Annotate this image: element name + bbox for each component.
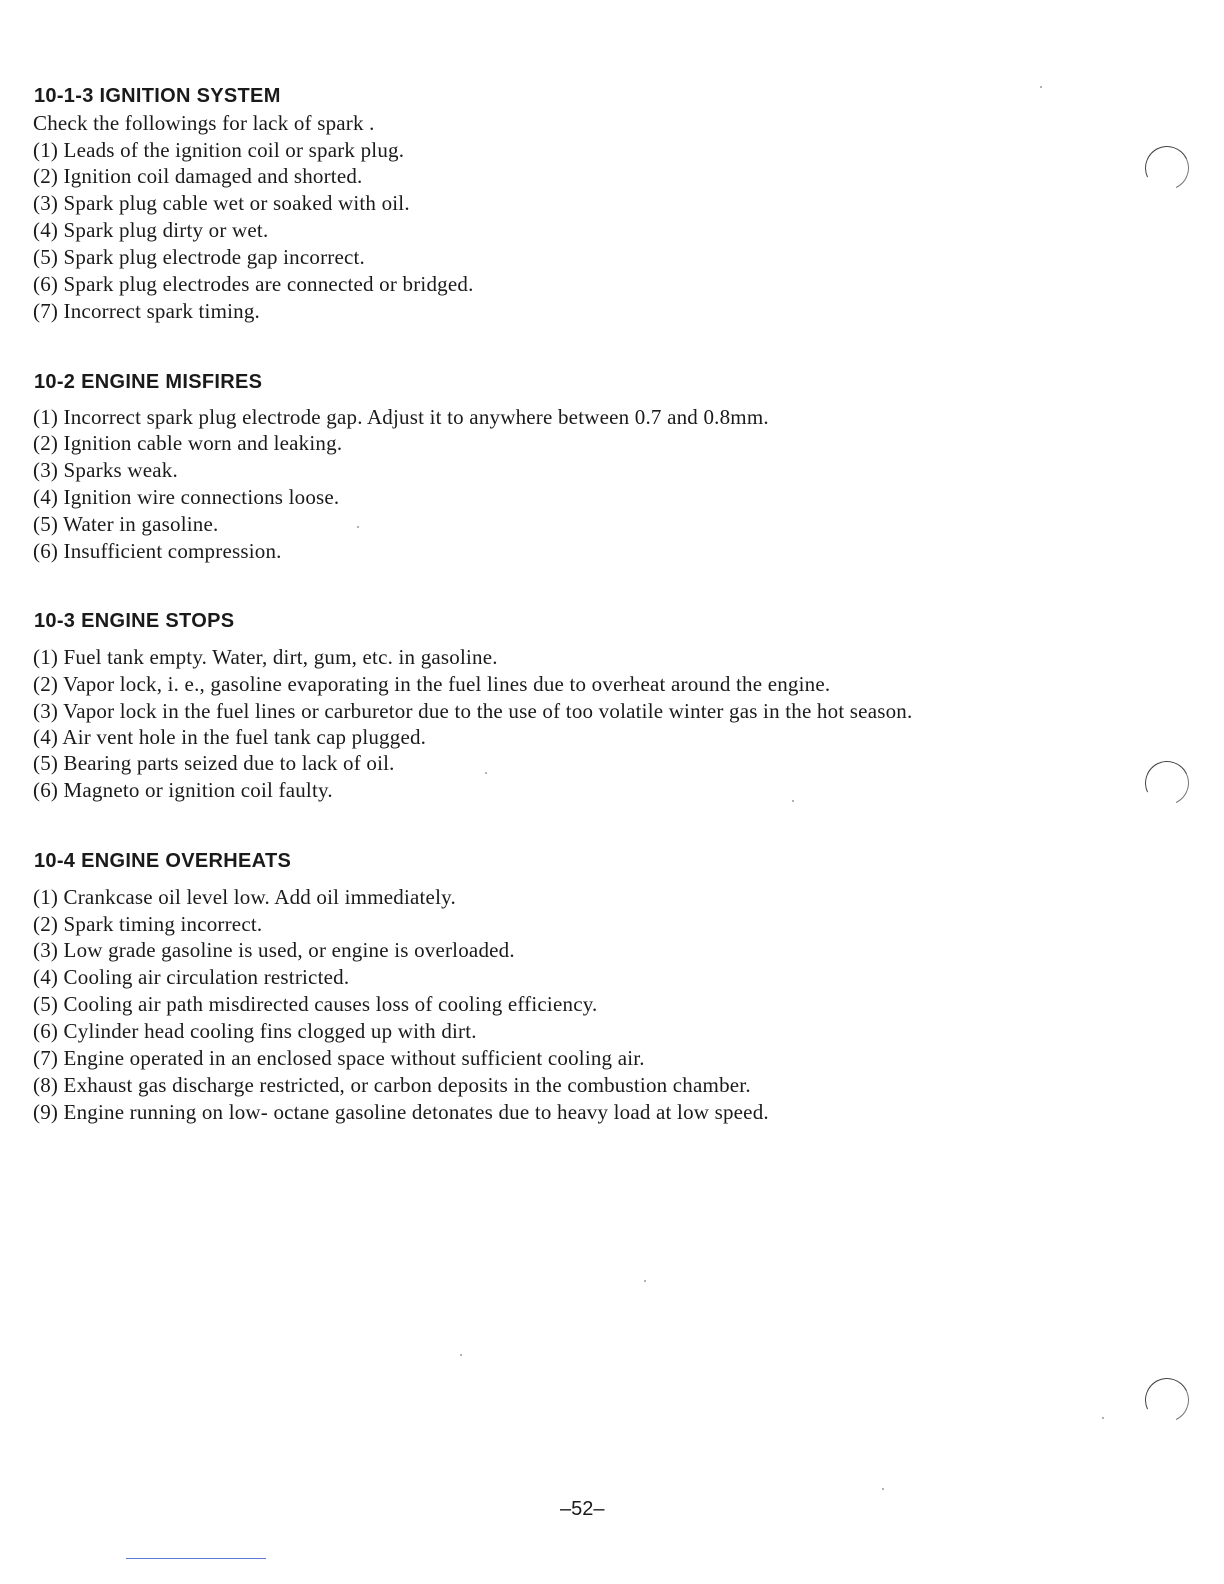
list-item: (1) Fuel tank empty. Water, dirt, gum, etc. in gasoline. bbox=[33, 645, 498, 669]
list-item: (4) Ignition wire connections loose. bbox=[33, 485, 340, 509]
list-item: (4) Cooling air circulation restricted. bbox=[33, 965, 350, 989]
punch-hole-icon bbox=[1139, 140, 1195, 196]
list-item: (5) Water in gasoline. bbox=[33, 512, 219, 536]
list-item: (4) Air vent hole in the fuel tank cap plugged. bbox=[33, 725, 427, 749]
list-item: (7) Engine operated in an enclosed space without sufficient cooling air. bbox=[33, 1046, 645, 1070]
scan-speck bbox=[882, 1488, 884, 1490]
list-item: (9) Engine running on low- octane gasoline detonates due to heavy load at low speed. bbox=[33, 1100, 769, 1124]
list-item: (6) Cylinder head cooling fins clogged up with dirt. bbox=[33, 1019, 477, 1043]
punch-hole-icon bbox=[1139, 755, 1195, 811]
list-item: (5) Cooling air path misdirected causes loss of cooling efficiency. bbox=[33, 992, 598, 1016]
list-item: (4) Spark plug dirty or wet. bbox=[33, 218, 269, 242]
scan-speck bbox=[357, 526, 359, 528]
scan-speck bbox=[644, 1280, 646, 1282]
list-item: (6) Insufficient compression. bbox=[33, 539, 282, 563]
list-item: (7) Incorrect spark timing. bbox=[33, 299, 260, 323]
page-number: –52– bbox=[560, 1498, 605, 1520]
list-item: (3) Spark plug cable wet or soaked with oil. bbox=[33, 191, 410, 215]
footer-rule bbox=[126, 1558, 266, 1559]
punch-hole-icon bbox=[1139, 1372, 1195, 1428]
section-heading-engine-misfires: 10-2 ENGINE MISFIRES bbox=[34, 371, 263, 393]
scan-speck bbox=[792, 800, 794, 802]
list-item: (8) Exhaust gas discharge restricted, or carbon deposits in the combustion chamber. bbox=[33, 1073, 751, 1097]
scan-speck bbox=[485, 772, 487, 774]
section-intro-ignition-system: Check the followings for lack of spark . bbox=[33, 111, 375, 135]
list-item: (1) Incorrect spark plug electrode gap. Adjust it to anywhere between 0.7 and 0.8mm. bbox=[33, 405, 769, 429]
section-heading-ignition-system: 10-1-3 IGNITION SYSTEM bbox=[34, 85, 281, 107]
list-item: (1) Crankcase oil level low. Add oil immediately. bbox=[33, 885, 456, 909]
scan-speck bbox=[1040, 86, 1042, 88]
list-item: (2) Spark timing incorrect. bbox=[33, 912, 263, 936]
list-item: (1) Leads of the ignition coil or spark plug. bbox=[33, 138, 405, 162]
list-item: (6) Magneto or ignition coil faulty. bbox=[33, 778, 333, 802]
list-item: (6) Spark plug electrodes are connected or bridged. bbox=[33, 272, 474, 296]
list-item: (3) Sparks weak. bbox=[33, 458, 178, 482]
list-item: (2) Vapor lock, i. e., gasoline evaporating in the fuel lines due to overheat around the engine. bbox=[33, 672, 831, 696]
scan-speck bbox=[460, 1354, 462, 1356]
list-item: (3) Vapor lock in the fuel lines or carburetor due to the use of too volatile winter gas in the hot season. bbox=[33, 699, 913, 723]
list-item: (2) Ignition cable worn and leaking. bbox=[33, 431, 343, 455]
section-heading-engine-overheats: 10-4 ENGINE OVERHEATS bbox=[34, 850, 292, 872]
list-item: (5) Spark plug electrode gap incorrect. bbox=[33, 245, 365, 269]
list-item: (2) Ignition coil damaged and shorted. bbox=[33, 164, 363, 188]
list-item: (3) Low grade gasoline is used, or engine is overloaded. bbox=[33, 938, 515, 962]
list-item: (5) Bearing parts seized due to lack of oil. bbox=[33, 751, 395, 775]
scan-speck bbox=[1102, 1417, 1104, 1419]
section-heading-engine-stops: 10-3 ENGINE STOPS bbox=[34, 610, 235, 632]
